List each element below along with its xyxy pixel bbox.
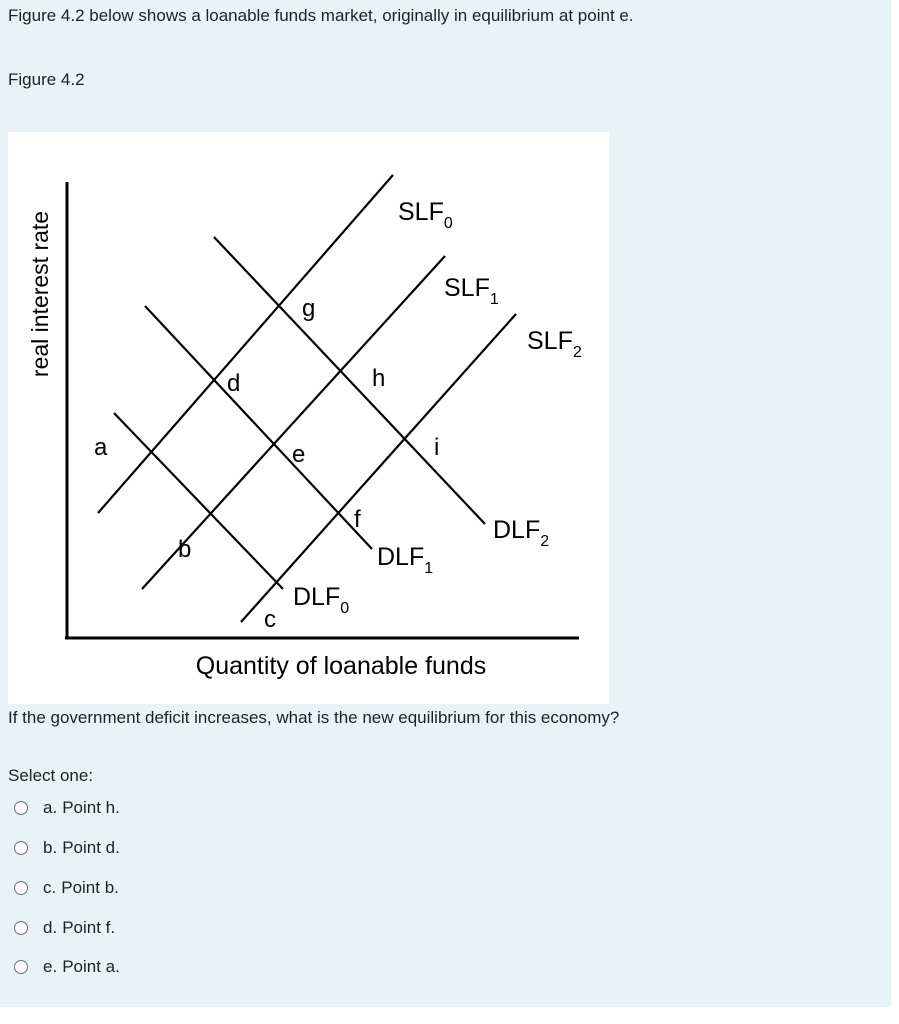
point-a-label: a	[94, 434, 108, 461]
slf2-line	[241, 314, 516, 622]
point-h-label: h	[372, 365, 386, 392]
question-prompt: If the government deficit increases, what is the new equilibrium for this economy?	[8, 708, 620, 727]
dlf2-label	[493, 516, 549, 550]
figure-image	[8, 132, 609, 704]
point-d-label: d	[227, 370, 241, 397]
option-d[interactable]	[14, 915, 115, 941]
point-b-label: b	[178, 536, 192, 563]
option-letter: e.	[43, 957, 58, 976]
option-e[interactable]	[14, 954, 120, 980]
select-one-label: Select one:	[8, 766, 94, 785]
option-text: Point d.	[62, 838, 120, 857]
option-c[interactable]	[14, 875, 119, 901]
point-e-label: e	[292, 441, 306, 468]
radio-button-d[interactable]	[14, 921, 28, 935]
slf0-label	[398, 198, 453, 232]
dlf1-line	[145, 306, 372, 549]
point-c-label: c	[264, 606, 276, 633]
svg-text:SLF0: $SLF_0$	[398, 198, 453, 232]
option-letter: c.	[43, 878, 57, 897]
svg-text:SLF1: $SLF_1$	[444, 274, 499, 308]
figure-caption: Figure 4.2	[8, 70, 85, 89]
option-letter: b.	[43, 838, 58, 857]
point-g-label: g	[302, 295, 316, 322]
option-text: Point f.	[62, 918, 116, 937]
radio-button-c[interactable]	[14, 881, 28, 895]
radio-button-a[interactable]	[14, 801, 28, 815]
option-text: Point h.	[62, 798, 120, 817]
option-b[interactable]	[14, 835, 120, 861]
radio-button-b[interactable]	[14, 841, 28, 855]
radio-button-e[interactable]	[14, 960, 28, 974]
option-a[interactable]	[14, 795, 120, 821]
dlf0-line	[114, 413, 283, 589]
point-f-label: f	[354, 506, 361, 533]
svg-text:DLF0: $DLF_0$	[293, 583, 350, 617]
svg-text:SLF2: $SLF_2$	[527, 327, 582, 361]
point-i-label: i	[434, 434, 440, 461]
option-text: Point b.	[61, 878, 119, 897]
slf1-label	[444, 274, 499, 308]
svg-text:DLF2: $DLF_2$	[493, 516, 550, 550]
loanable-funds-diagram	[8, 132, 609, 704]
option-text: Point a.	[62, 957, 120, 976]
dlf1-label	[377, 543, 433, 577]
question-intro: Figure 4.2 below shows a loanable funds market, originally in equilibrium at point e.	[8, 6, 634, 25]
slf0-line	[98, 175, 393, 513]
slf2-label	[527, 327, 582, 361]
x-axis-label: Quantity of loanable funds	[195, 652, 487, 680]
dlf0-label	[293, 583, 349, 617]
y-axis-label: real interest rate	[27, 210, 53, 378]
svg-text:DLF1: $DLF_1$	[377, 543, 434, 577]
option-letter: d.	[43, 918, 58, 937]
option-letter: a.	[43, 798, 58, 817]
